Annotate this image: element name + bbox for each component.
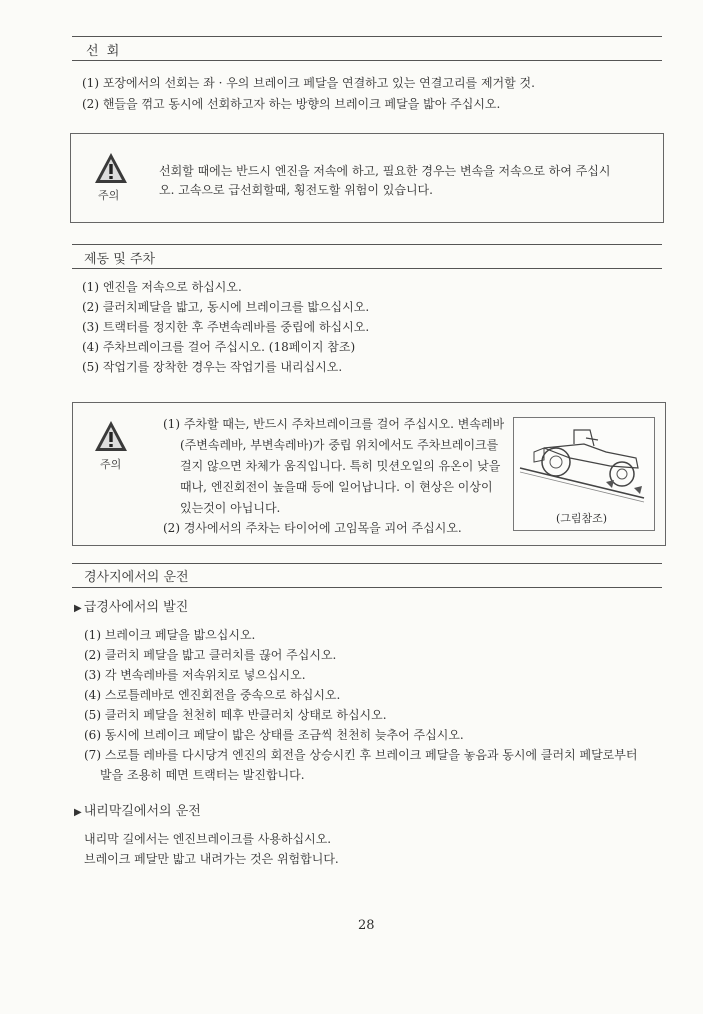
tractor-slope-figure — [513, 417, 655, 531]
slope-start-item: (1) 브레이크 페달을 밟으십시오. — [84, 628, 256, 642]
braking-item: (3) 트랙터를 정지한 후 주변속레바를 중립에 하십시오. — [82, 320, 370, 334]
subsection-title-downhill — [74, 800, 201, 819]
warning-text-line: (주변속레바, 부변속레바)가 중립 위치에서도 주차브레이크를 — [180, 438, 499, 452]
section-title-braking: 제동 및 주차 — [84, 252, 156, 267]
turning-item: (1) 포장에서의 선회는 좌 · 우의 브레이크 페달을 연결하고 있는 연결고리를 제거할 것. — [82, 76, 535, 90]
slope-start-item: (3) 각 변속레바를 저속위치로 넣으십시오. — [84, 668, 306, 682]
turning-warning-box — [70, 133, 664, 223]
section-rule-top — [72, 244, 662, 245]
warning-label: 주의 — [100, 458, 122, 471]
warning-text-line: (2) 경사에서의 주차는 타이어에 고임목을 괴어 주십시오. — [163, 521, 462, 535]
warning-triangle-icon — [93, 419, 129, 453]
section-rule-top — [72, 36, 662, 37]
slope-start-item-cont: 발을 조용히 떼면 트랙터는 발진합니다. — [100, 768, 305, 782]
section-title-slope: 경사지에서의 운전 — [84, 570, 189, 585]
tractor-on-slope-illustration — [514, 418, 654, 508]
triangle-bullet-icon: ▶ — [74, 603, 82, 614]
warning-text-line: 걸지 않으면 차체가 움직입니다. 특히 밋션오일의 유온이 낮을 — [180, 459, 501, 473]
subsection-title-text: 내리막길에서의 운전 — [83, 804, 201, 819]
warning-label: 주의 — [98, 189, 120, 202]
warning-text-line: (1) 주차할 때는, 반드시 주차브레이크를 걸어 주십시오. 변속레바 — [163, 417, 505, 431]
section-rule-bottom — [72, 60, 662, 61]
downhill-item: 브레이크 페달만 밟고 내려가는 것은 위험합니다. — [84, 852, 339, 866]
section-rule-top — [72, 563, 662, 564]
figure-caption: (그림참조) — [556, 512, 608, 525]
downhill-item: 내리막 길에서는 엔진브레이크를 사용하십시오. — [84, 832, 332, 846]
section-rule-bottom — [72, 268, 662, 269]
section-title-turning: 선 회 — [86, 44, 122, 59]
braking-item: (2) 클러치페달을 밟고, 동시에 브레이크를 밟으십시오. — [82, 300, 370, 314]
page-number: 28 — [358, 918, 375, 933]
slope-start-item: (6) 동시에 브레이크 페달이 밟은 상태를 조금씩 천천히 늦추어 주십시오. — [84, 728, 464, 742]
slope-start-item: (5) 클러치 페달을 천천히 떼후 반클러치 상태로 하십시오. — [84, 708, 387, 722]
warning-text-line: 오. 고속으로 급선회할때, 횡전도할 위험이 있습니다. — [159, 183, 433, 197]
slope-start-item: (4) 스로틀레바로 엔진회전을 중속으로 하십시오. — [84, 688, 341, 702]
braking-item: (1) 엔진을 저속으로 하십시오. — [82, 280, 242, 294]
subsection-title-steep-start — [74, 596, 188, 615]
section-rule-bottom — [72, 587, 662, 588]
triangle-bullet-icon: ▶ — [74, 807, 82, 818]
warning-text-line: 때나, 엔진회전이 높을때 등에 일어납니다. 이 현상은 이상이 — [180, 480, 493, 494]
braking-item: (4) 주차브레이크를 걸어 주십시오. (18페이지 참조) — [82, 340, 356, 354]
slope-start-item: (7) 스로틀 레바를 다시당겨 엔진의 회전을 상승시킨 후 브레이크 페달을 놓음과 동시에 클러치 페달로부터 — [84, 748, 638, 762]
parking-warning-box — [72, 402, 666, 546]
warning-text-line: 있는것이 아닙니다. — [180, 501, 281, 515]
turning-item: (2) 핸들을 꺾고 동시에 선회하고자 하는 방향의 브레이크 페달을 밟아 주십시오. — [82, 97, 501, 111]
subsection-title-text: 급경사에서의 발진 — [83, 600, 189, 615]
warning-triangle-icon — [93, 151, 129, 185]
warning-text-line: 선회할 때에는 반드시 엔진을 저속에 하고, 필요한 경우는 변속을 저속으로 하여 주십시 — [159, 164, 611, 178]
slope-start-item: (2) 클러치 페달을 밟고 클러치를 끊어 주십시오. — [84, 648, 337, 662]
braking-item: (5) 작업기를 장착한 경우는 작업기를 내리십시오. — [82, 360, 343, 374]
